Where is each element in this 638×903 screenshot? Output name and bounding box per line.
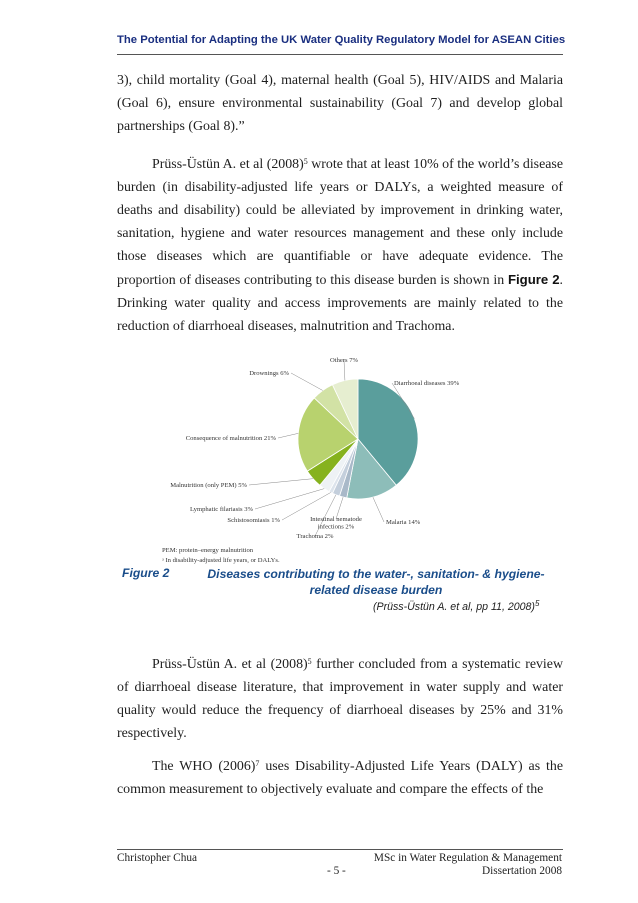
figure-reference: Figure 2	[507, 272, 560, 287]
caption-source	[373, 601, 539, 613]
footer-rule	[117, 849, 563, 850]
caption-text: Diseases contributing to the water-, sanitation- & hygiene-related disease burden	[207, 567, 545, 597]
paragraph-3-text: further concluded from a systematic review of diarrhoeal disease literature, that improvement in water supply and water quality would reduce the frequency of diarrhoeal diseases by 25% and 31% respectively.	[117, 657, 563, 741]
pie-leader-line	[291, 373, 323, 390]
citation: The WHO (2006)	[152, 759, 256, 774]
paragraph-4-text: uses Disability-Adjusted Life Years (DALY) as the common measurement to objectively evaluate and compare the effects of the	[117, 759, 563, 797]
footer-author: Christopher Chua	[117, 852, 198, 864]
pie-label: Malaria 14%	[386, 519, 421, 526]
pie-chart	[160, 350, 460, 570]
pie-leader-line	[255, 489, 324, 509]
paragraph-2-end: . Drinking water quality and access improvements are mainly related to the reduction of diarrhoeal diseases, malnutrition and Trachoma.	[117, 273, 564, 334]
pie-leader-line	[373, 497, 384, 522]
reference-mark: 5	[307, 657, 312, 666]
pie-label: Others 7%	[329, 357, 359, 364]
pie-label: Diarrhoeal diseases 39%	[394, 380, 460, 387]
paragraph-3	[117, 653, 563, 745]
pie-label: Trachoma 2%	[296, 533, 334, 540]
paragraph-1	[117, 69, 563, 138]
paragraph-1-text: 3), child mortality (Goal 4), maternal health (Goal 5), HIV/AIDS and Malaria (Goal 6), ensure environmental sustainability (Goal 7) and develop global partnerships (Goal 8).”	[117, 73, 563, 134]
footer-document: Dissertation 2008	[481, 865, 562, 877]
pie-label: Drownings 6%	[249, 370, 289, 377]
paragraph-2	[117, 153, 563, 338]
paragraph-4	[117, 755, 563, 801]
citation: Prüss-Üstün A. et al (2008)	[152, 157, 304, 172]
running-header: The Potential for Adapting the UK Water Quality Regulatory Model for ASEAN Cities	[117, 34, 566, 46]
paragraph-2-text: wrote that at least 10% of the world’s disease burden (in disability-adjusted life years or DALYs, a weighted measure of deaths and disability) could be alleviated by improvement in drinking water, sanitation, hygiene and water resources management and these only include those diseases which are quantifiable or have adequate evidence. The proportion of diseases contributing to this disease burden is shown in	[117, 157, 563, 288]
pie-label: Intestinal nematode infections 2%	[310, 516, 362, 531]
pie-label: Lymphatic filariasis 3%	[190, 506, 253, 513]
header-rule	[117, 54, 563, 55]
caption-source-ref: 5	[534, 599, 540, 608]
pie-leader-line	[249, 479, 313, 485]
citation: Prüss-Üstün A. et al (2008)	[152, 657, 308, 672]
pie-slices	[298, 379, 418, 499]
page-number: - 5 -	[327, 865, 346, 877]
chart-note-daly: ᵃ In disability-adjusted life years, or DALYs.	[162, 557, 280, 564]
reference-mark: 5	[303, 157, 308, 166]
caption-number: Figure 2	[122, 566, 170, 580]
caption-source-text: (Prüss-Üstün A. et al, pp 11, 2008)	[373, 601, 535, 613]
pie-label: Consequence of malnutrition 21%	[185, 435, 276, 442]
footer-program: MSc in Water Regulation & Management	[373, 852, 562, 864]
pie-label: Malnutrition (only PEM) 5%	[170, 482, 247, 489]
reference-mark: 7	[255, 759, 260, 768]
pie-leader-line	[278, 433, 298, 438]
pie-label: Schistosomiasis 1%	[227, 517, 280, 524]
chart-note-pem: PEM: protein–energy malnutrition	[162, 547, 254, 554]
